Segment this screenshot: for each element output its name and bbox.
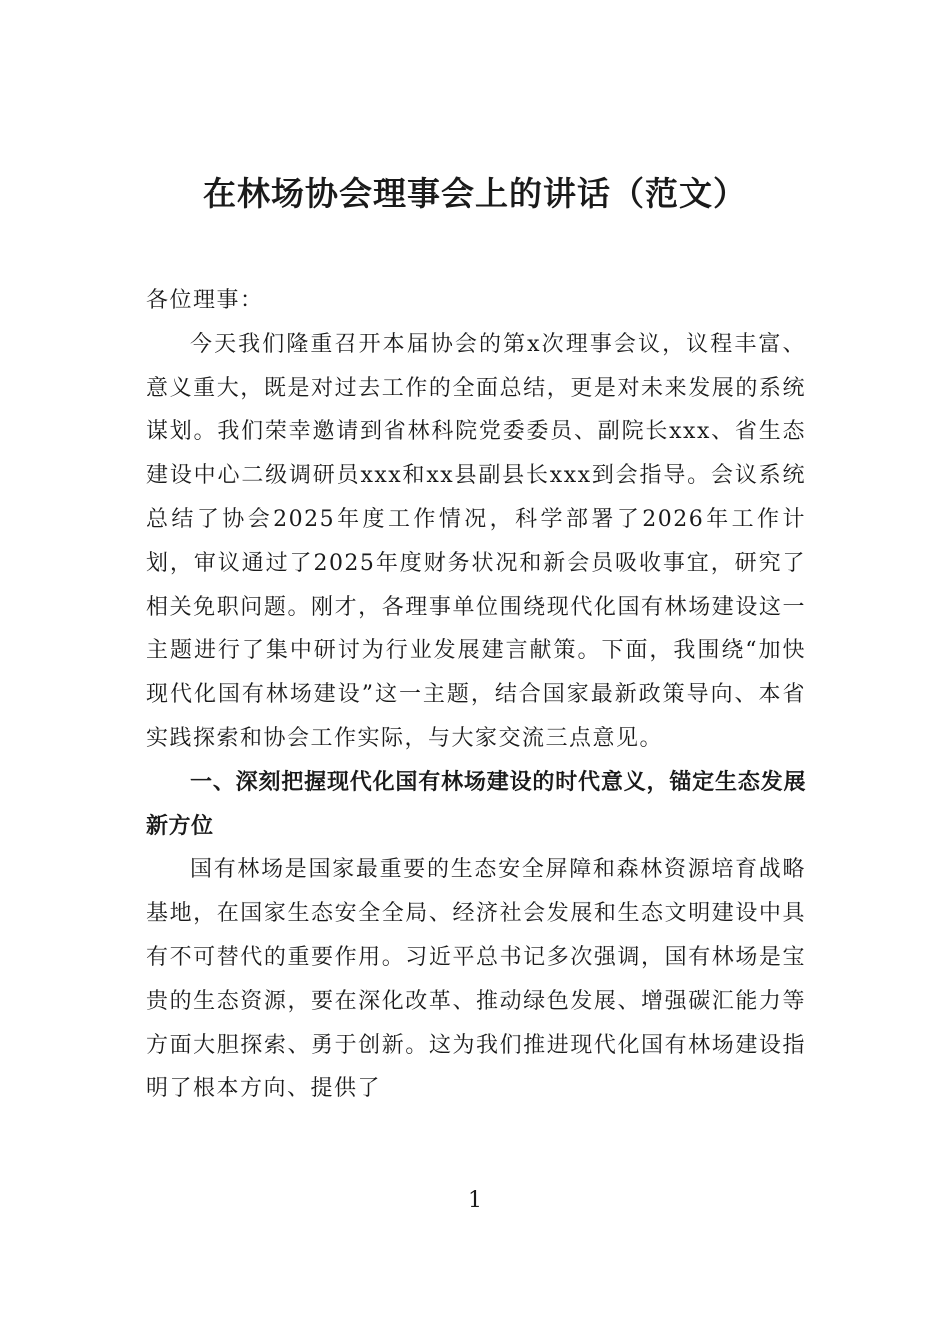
- section-heading-1: 一、深刻把握现代化国有林场建设的时代意义，锚定生态发展新方位: [146, 769, 806, 839]
- paragraph-section-1: 国有林场是国家最重要的生态安全屏障和森林资源培育战略基地，在国家生态安全全局、经济社会发展和生态文明建设中具有不可替代的重要作用。习近平总书记多次强调，国有林场是宝贵的生态资源，要在深化改革、推动绿色发展、增强碳汇能力等方面大胆探索、勇于创新。这为我们推进现代化国有林场建设指明了根本方向、提供了: [146, 857, 806, 1102]
- greeting: 各位理事：: [146, 288, 264, 313]
- paragraph-intro: 今天我们隆重召开本届协会的第x次理事会议，议程丰富、意义重大，既是对过去工作的全面总结，更是对未来发展的系统谋划。我们荣幸邀请到省林科院党委委员、副院长xxx、省生态建设中心二级调研员xxx和xx县副县长xxx到会指导。会议系统总结了协会2025年度工作情况，科学部署了2026年工作计划，审议通过了2025年度财务状况和新会员吸收事宜，研究了相关免职问题。刚才，各理事单位围绕现代化国有林场建设这一主题进行了集中研讨为行业发展建言献策。下面，我围绕“加快现代化国有林场建设”这一主题，结合国家最新政策导向、本省实践探索和协会工作实际，与大家交流三点意见。: [146, 331, 806, 751]
- document-title: 在林场协会理事会上的讲话（范文）: [203, 174, 747, 213]
- page-number: 1: [468, 1188, 482, 1213]
- document-body: [146, 279, 806, 1111]
